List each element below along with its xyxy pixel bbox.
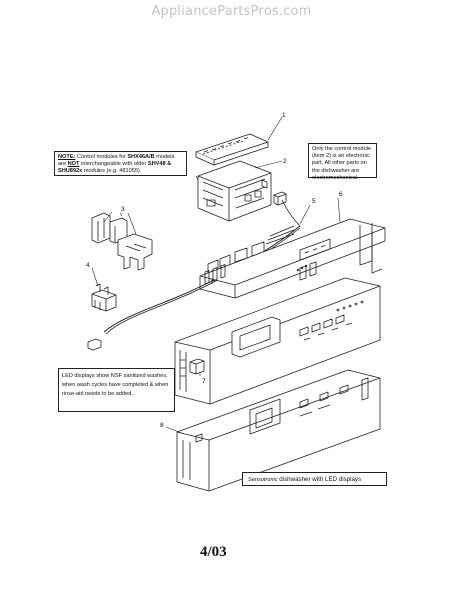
note-text-d: modules (e.g. 481055). (82, 168, 142, 175)
note-bold-a: SHX46A/B (127, 154, 155, 160)
callout-3: 3 (121, 206, 125, 213)
part-2-control-module (198, 161, 271, 221)
callout-7: 7 (202, 378, 206, 385)
note-bold-c: SHV48 & SHU892x (58, 161, 172, 175)
watermark: AppliancePartsPros.com (151, 4, 312, 19)
note-electronic-part: Only the control module (item 2) is an electronic part. All other parts on the dishwasher are electromechanical. (308, 143, 377, 178)
part-3-switch-brackets (92, 213, 152, 270)
part-5-wire-connector (274, 192, 300, 226)
note-control-modules (54, 151, 187, 176)
note-led-displays: LED displays show NSF sanitized washes, when wash cycles have completed & when rinse-aid needs to be added. (58, 368, 175, 412)
note-prefix: NOTE: (58, 154, 76, 160)
callout-5: 5 (312, 198, 316, 205)
callout-8: 8 (160, 422, 164, 429)
page-footer-date: 4/03 (200, 544, 227, 560)
part-1-control-cover (196, 134, 268, 165)
callout-6: 6 (339, 191, 343, 198)
note-text-b: models are (58, 154, 175, 168)
callout-1: 1 (282, 112, 286, 119)
part-7-indicator (190, 359, 204, 374)
callout-2: 2 (283, 158, 287, 165)
caption-italic: Sensotronic (248, 477, 278, 483)
caption-rest: dishwasher with LED displays (277, 476, 362, 483)
note-bold-b: NOT (67, 161, 80, 168)
note-text-a: Control modules for (75, 154, 128, 160)
part-4-switch (92, 284, 116, 311)
callout-4: 4 (86, 262, 90, 269)
diagram-caption (242, 472, 387, 486)
note-text-c: interchangeable with older (79, 161, 148, 168)
